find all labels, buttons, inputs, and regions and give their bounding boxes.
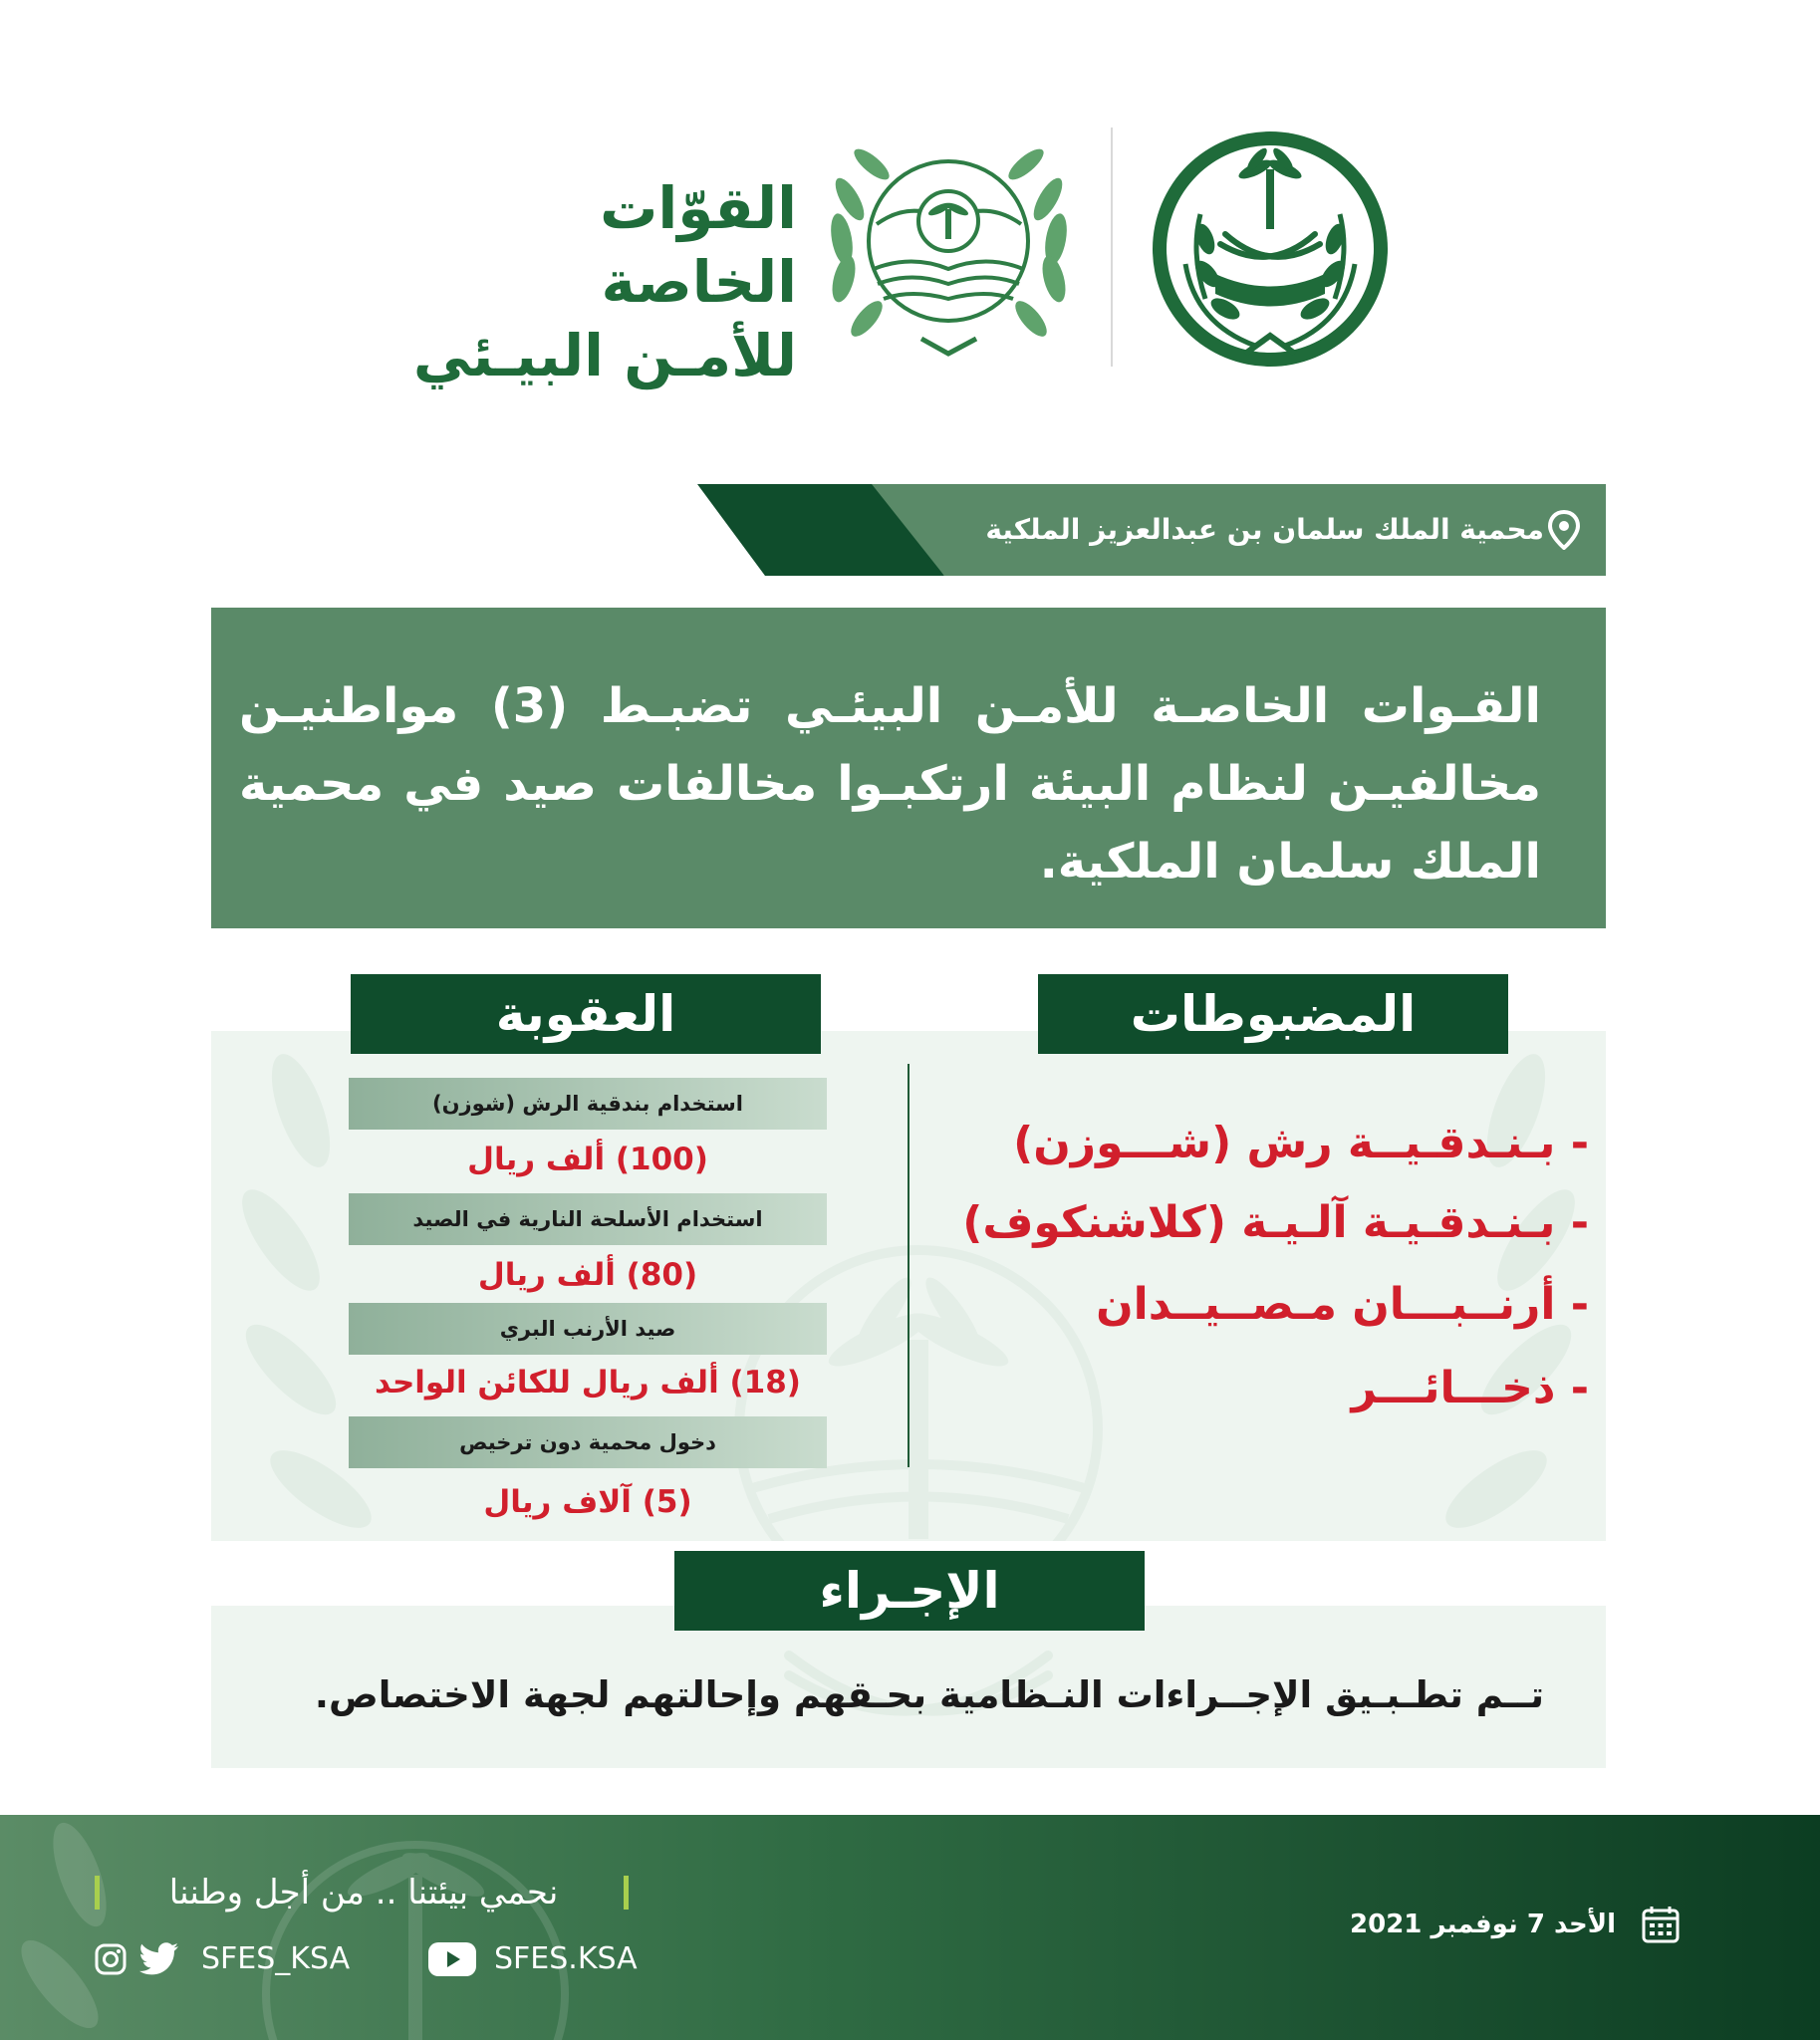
instagram-icon[interactable] xyxy=(95,1943,127,1975)
penalty-label: صيد الأرنب البري xyxy=(349,1303,827,1355)
action-title: الإجـراء xyxy=(674,1551,1145,1631)
seized-title: المضبوطات xyxy=(1038,974,1508,1054)
org-name-line1: القوّات الخاصة xyxy=(600,174,797,316)
org-name xyxy=(398,171,797,392)
penalty-value: (80) ألف ريال xyxy=(477,1257,698,1293)
penalty-value: (100) ألف ريال xyxy=(467,1142,708,1177)
ministry-emblem-icon xyxy=(1146,125,1395,374)
location-text: محمية الملك سلمان بن عبدالعزيز الملكية xyxy=(985,513,1544,546)
youtube-handle[interactable]: SFES.KSA xyxy=(494,1941,638,1976)
header xyxy=(0,0,1820,418)
penalty-value: (5) آلاف ريال xyxy=(483,1484,692,1520)
org-name-line2: للأمـن البيـئي xyxy=(412,322,797,389)
slogan-bar-right xyxy=(624,1876,629,1910)
penalty-label: استخدام الأسلحة النارية في الصيد xyxy=(349,1193,827,1245)
calendar-icon xyxy=(1642,1906,1680,1943)
slogan-text: نحمي بيئتنا .. من أجل وطننا xyxy=(168,1873,559,1912)
penalty-label: استخدام بندقية الرش (شوزن) xyxy=(349,1078,827,1130)
youtube-icon[interactable] xyxy=(428,1942,476,1976)
date-text: الأحد 7 نوفمبر 2021 xyxy=(1350,1910,1616,1939)
seized-item: - بـنـدقـيــة رش (شـــوزن) xyxy=(1013,1118,1589,1168)
penalty-title: العقوبة xyxy=(351,974,821,1054)
seized-item: - ذخـــائـــر xyxy=(1351,1363,1589,1413)
watermark-footer-palm-icon xyxy=(0,1815,697,2040)
column-divider xyxy=(908,1064,910,1467)
penalty-value: (18) ألف ريال للكائن الواحد xyxy=(375,1365,801,1401)
seized-item: - بـنـدقـيـة آلـيـة (كلاشنكوف) xyxy=(962,1197,1589,1248)
twitter-handle[interactable]: SFES_KSA xyxy=(201,1941,351,1976)
twitter-icon[interactable] xyxy=(139,1942,179,1976)
seized-item: - أرنــبـــان مـصــيــدان xyxy=(1096,1279,1589,1330)
header-divider xyxy=(1111,128,1113,367)
sfes-emblem-icon xyxy=(812,129,1086,364)
headline-text: القـوات الخاصـة للأمـن البيئـي تضبـط (3) مواطنيـن مخالفيـن لنظام البيئة ارتكبـوا مخالفات صيد في محمية الملك سلمان الملكية. xyxy=(239,678,1541,890)
action-text: تــم تطـبـيق الإجــراءات النـظامية بحـقهم وإحالتهم لجهة الاختصاص. xyxy=(314,1673,1544,1716)
location-pin-icon xyxy=(1546,510,1582,550)
penalty-label: دخول محمية دون ترخيص xyxy=(349,1416,827,1468)
